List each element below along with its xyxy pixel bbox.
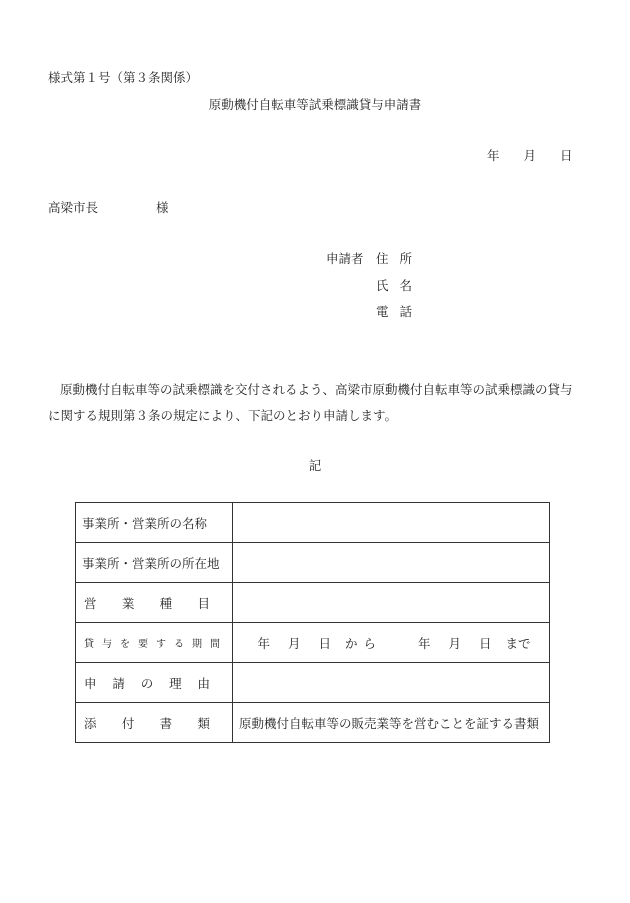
form-number: 様式第１号（第３条関係） xyxy=(48,70,199,85)
table-row xyxy=(76,543,550,583)
row-label-office-address: 事業所・営業所の所在地 xyxy=(76,543,233,583)
spread-text xyxy=(82,674,210,692)
table-row xyxy=(76,583,550,623)
ki-heading: 記 xyxy=(308,458,322,473)
applicant-phone-label: 電話 xyxy=(376,304,424,319)
period-until: まで xyxy=(505,635,531,651)
row-label-reason xyxy=(76,663,233,703)
row-value-reason[interactable] xyxy=(233,663,550,703)
label-char: 添 xyxy=(84,715,97,731)
addressee xyxy=(48,198,169,216)
row-label-business-type xyxy=(76,583,233,623)
row-value-office-name[interactable] xyxy=(233,503,550,543)
label-char: 書 xyxy=(159,715,173,731)
body-text xyxy=(48,377,580,429)
table-row xyxy=(76,663,550,703)
label-char: 請 xyxy=(112,675,125,691)
table-row xyxy=(76,703,550,743)
period-day: 日 xyxy=(318,635,331,651)
applicant-label: 申請者 xyxy=(326,251,364,266)
row-value-loan-period[interactable] xyxy=(233,623,550,663)
label-char: 間 xyxy=(210,639,220,650)
date-month: 月 xyxy=(523,148,537,163)
label-char: 目 xyxy=(197,595,210,611)
applicant-name-label: 氏名 xyxy=(376,278,424,293)
label-char: 営 xyxy=(84,595,97,611)
row-label-office-name: 事業所・営業所の名称 xyxy=(76,503,233,543)
label-char: 貸 xyxy=(84,639,94,650)
date-line xyxy=(487,146,573,164)
row-value-business-type[interactable] xyxy=(233,583,550,623)
period-month-2: 月 xyxy=(448,635,462,651)
addressee-name: 高梁市長 xyxy=(48,200,99,215)
table-row xyxy=(76,503,550,543)
addressee-honorific: 様 xyxy=(156,200,169,215)
label-char: を xyxy=(120,639,130,650)
label-char: 期 xyxy=(192,639,202,650)
label-char: る xyxy=(174,639,184,650)
label-char: 由 xyxy=(197,675,210,691)
date-day: 日 xyxy=(560,148,573,163)
period-year-2: 年 xyxy=(418,635,431,651)
document-title: 原動機付自転車等試乗標識貸与申請書 xyxy=(208,97,422,112)
spread-text xyxy=(82,714,210,732)
row-value-attachments: 原動機付自転車等の販売業等を営むことを証する書類 xyxy=(233,703,550,743)
period-year: 年 xyxy=(257,635,270,651)
label-char: の xyxy=(140,675,154,691)
label-char: 種 xyxy=(159,595,173,611)
spread-text xyxy=(82,635,220,650)
label-char: 理 xyxy=(169,675,182,691)
label-char: 業 xyxy=(121,595,135,611)
label-char: 与 xyxy=(102,639,112,650)
period-month: 月 xyxy=(287,635,301,651)
row-value-office-address[interactable] xyxy=(233,543,550,583)
period-line xyxy=(239,634,549,652)
label-char: 申 xyxy=(84,675,97,691)
row-label-loan-period xyxy=(76,623,233,663)
period-day-2: 日 xyxy=(479,635,492,651)
items-table xyxy=(75,502,550,743)
label-char: す xyxy=(156,639,166,650)
applicant-address-label: 住所 xyxy=(376,251,424,266)
date-year: 年 xyxy=(487,148,500,163)
period-from: から xyxy=(344,635,382,651)
label-char: 要 xyxy=(138,639,148,650)
label-char: 類 xyxy=(197,715,210,731)
body-paragraph: 原動機付自転車等の試乗標識を交付されるよう、高梁市原動機付自転車等の試乗標識の貸与に関する規則第３条の規定により、下記のとおり申請します。 xyxy=(48,382,573,423)
spread-text xyxy=(82,594,210,612)
table-row xyxy=(76,623,550,663)
row-label-attachments xyxy=(76,703,233,743)
label-char: 付 xyxy=(121,715,135,731)
